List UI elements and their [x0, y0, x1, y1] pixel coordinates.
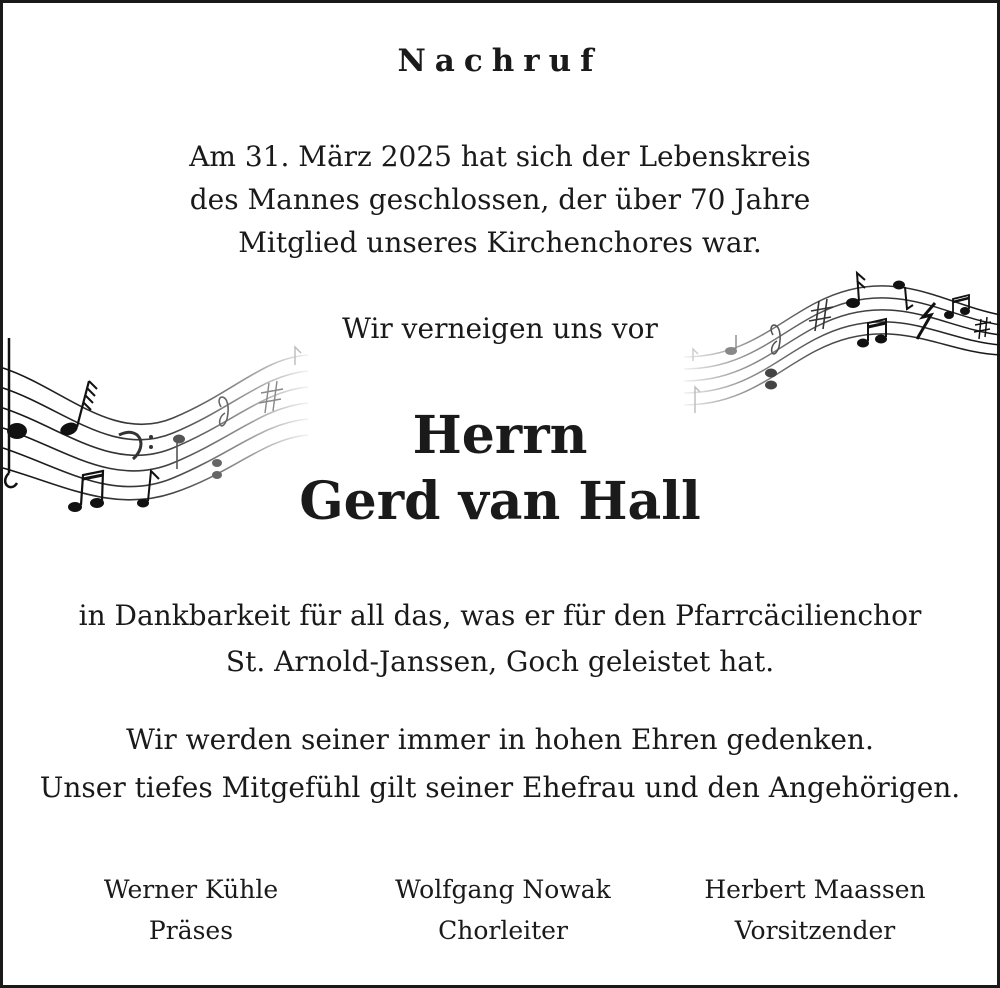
signatory-name: Herbert Maassen: [704, 875, 926, 904]
notice-title: Nachruf: [397, 43, 603, 79]
signatory: [353, 869, 653, 951]
thanks-text: [3, 593, 997, 685]
remembrance-text: [3, 716, 997, 812]
intro-line: des Mannes geschlossen, der über 70 Jahre: [189, 183, 811, 216]
signatory-name: Werner Kühle: [103, 875, 279, 904]
intro-text: [3, 135, 997, 264]
honorific: Herrn: [412, 405, 588, 466]
signatory-role: Chorleiter: [438, 916, 568, 945]
deceased-name: Gerd van Hall: [299, 471, 701, 532]
remembrance-line: Wir werden seiner immer in hohen Ehren gedenken.: [126, 723, 874, 756]
deceased-name-block: [3, 403, 997, 535]
signatory-name: Wolfgang Nowak: [395, 875, 611, 904]
intro-line: Am 31. März 2025 hat sich der Lebenskreis: [189, 140, 811, 173]
remembrance-line: Unser tiefes Mitgefühl gilt seiner Ehefrau und den Angehörigen.: [39, 771, 961, 804]
signatory-role: Präses: [148, 916, 234, 945]
thanks-line: in Dankbarkeit für all das, was er für den Pfarrcäcilienchor: [78, 599, 922, 632]
music-staff-wave-icon: [679, 265, 1000, 425]
signatory: [665, 869, 965, 951]
signatory: [41, 869, 341, 951]
thanks-line: St. Arnold-Janssen, Goch geleistet hat.: [225, 645, 775, 678]
bow-line: Wir verneigen uns vor: [342, 312, 658, 345]
signatory-role: Vorsitzender: [734, 916, 896, 945]
intro-line: Mitglied unseres Kirchenchores war.: [238, 226, 762, 259]
